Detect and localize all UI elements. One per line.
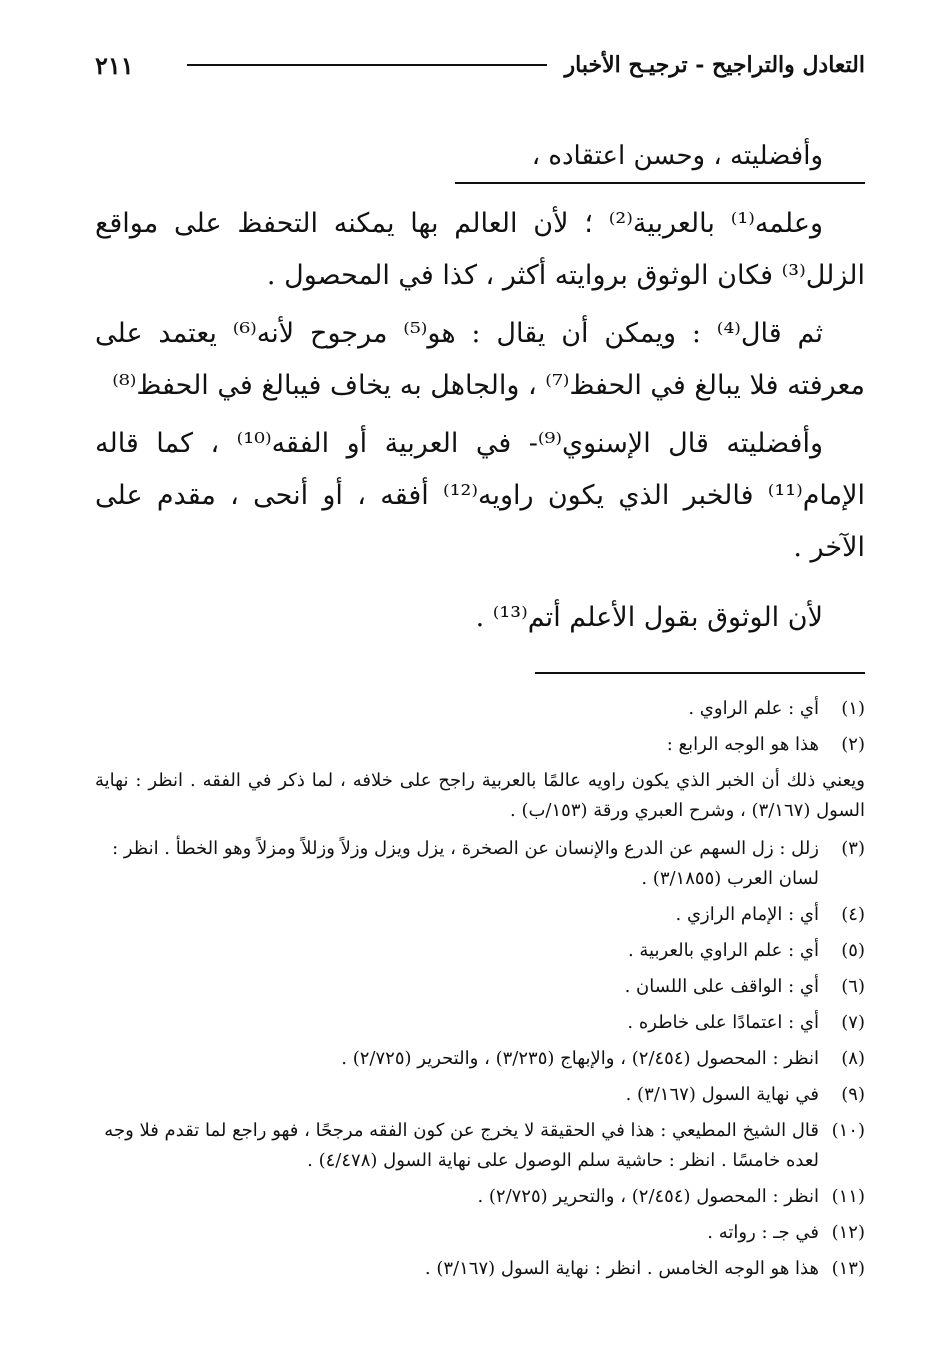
footnote-number: (٥) bbox=[841, 940, 865, 961]
footnote-text: انظر : المحصول (٢/٤٥٤) ، والتحرير (٢/٧٢٥) . bbox=[477, 1186, 819, 1207]
footnote-8 bbox=[95, 1044, 865, 1074]
footnote-7 bbox=[95, 1008, 865, 1038]
footnote-10 bbox=[95, 1116, 865, 1176]
footnote-number: (١) bbox=[841, 698, 865, 719]
footnote-text: أي : علم الراوي . bbox=[688, 698, 819, 719]
footnote-text: في جـ : رواته . bbox=[707, 1222, 819, 1243]
book-page bbox=[95, 40, 865, 1290]
running-header-title: التعادل والتراجيح - ترجيـح الأخبار bbox=[564, 52, 865, 78]
header-rule bbox=[187, 64, 547, 66]
footnote-number: (١٠) bbox=[831, 1120, 865, 1141]
body-paragraph-3: وأفضليته قال الإسنوي⁽⁹⁾- في العربية أو الفقه⁽¹⁰⁾ ، كما قاله الإمام⁽¹¹⁾ فالخبر الذي يكون راويه⁽¹²⁾ أفقه ، أو أنحى ، مقدم على الآخر . bbox=[95, 428, 865, 563]
footnote-1 bbox=[95, 694, 865, 724]
footnote-5 bbox=[95, 936, 865, 966]
footnote-3 bbox=[95, 834, 865, 894]
footnote-11 bbox=[95, 1182, 865, 1212]
footnote-number: (٢) bbox=[841, 734, 865, 755]
footnote-number: (١٣) bbox=[831, 1258, 865, 1279]
footnote-text: هذا هو الوجه الخامس . انظر : نهاية السول (٣/١٦٧) . bbox=[424, 1258, 819, 1279]
footnote-text: زلل : زل السهم عن الدرع والإنسان عن الصخرة ، يزل ويزل وزلاً وزللاً ومزلاً وهو الخطأ . انظر : لسان العرب (٣/١٨٥٥) . bbox=[112, 838, 819, 889]
footnote-text: قال الشيخ المطيعي : هذا في الحقيقة لا يخرج عن كون الفقه مرجحًا ، فهو راجع لما تقدم فلا وجه لعده خامسًا . انظر : حاشية سلم الوصول على نهاية السول (٤/٤٧٨) . bbox=[104, 1120, 819, 1171]
footnote-4 bbox=[95, 900, 865, 930]
footnote-6 bbox=[95, 972, 865, 1002]
footnote-text: في نهاية السول (٣/١٦٧) . bbox=[625, 1084, 819, 1105]
footnote-text: أي : اعتمادًا على خاطره . bbox=[627, 1012, 819, 1033]
section-rule bbox=[455, 182, 865, 184]
footnote-text: أي : علم الراوي بالعربية . bbox=[627, 940, 819, 961]
footnote-number: (٩) bbox=[841, 1084, 865, 1105]
footnote-number: (٨) bbox=[841, 1048, 865, 1069]
footnote-text: أي : الواقف على اللسان . bbox=[624, 976, 819, 997]
footnote-number: (١٢) bbox=[831, 1222, 865, 1243]
footnote-2-continuation: ويعني ذلك أن الخبر الذي يكون راويه عالمًا بالعربية راجح على خلافه ، لما ذكر في الفقه . انظر : نهاية السول (٣/١٦٧) ، وشرح العبري ورقة (١٥٣/ب) . bbox=[95, 770, 866, 821]
footnote-number: (١١) bbox=[831, 1186, 865, 1207]
footnote-number: (٦) bbox=[841, 976, 865, 997]
footnote-text: انظر : المحصول (٢/٤٥٤) ، والإبهاج (٣/٢٣٥) ، والتحرير (٢/٧٢٥) . bbox=[341, 1048, 819, 1069]
section-heading-line: وأفضليته ، وحسن اعتقاده ، bbox=[531, 141, 823, 171]
body-text bbox=[95, 198, 865, 644]
footnote-text: هذا هو الوجه الرابع : bbox=[666, 734, 819, 755]
running-header bbox=[95, 40, 865, 90]
footnote-text: أي : الإمام الرازي . bbox=[675, 904, 819, 925]
footnote-separator bbox=[535, 672, 865, 674]
footnote-9 bbox=[95, 1080, 865, 1110]
footnote-number: (٤) bbox=[841, 904, 865, 925]
footnote-number: (٧) bbox=[841, 1012, 865, 1033]
body-paragraph-4: لأن الوثوق بقول الأعلم أتم⁽¹³⁾ . bbox=[475, 602, 823, 633]
footnote-2 bbox=[95, 730, 865, 760]
body-paragraph-1: وعلمه⁽¹⁾ بالعربية⁽²⁾ ؛ لأن العالم بها يمكنه التحفظ على مواقع الزلل⁽³⁾ فكان الوثوق بروايته أكثر ، كذا في المحصول . bbox=[95, 208, 865, 291]
footnote-12 bbox=[95, 1218, 865, 1248]
footnotes bbox=[95, 694, 865, 1284]
body-paragraph-2: ثم قال⁽⁴⁾ : ويمكن أن يقال : هو⁽⁵⁾ مرجوح لأنه⁽⁶⁾ يعتمد على معرفته فلا يبالغ في الحفظ⁽⁷⁾ ، والجاهل به يخاف فيبالغ في الحفظ⁽⁸⁾ bbox=[95, 318, 865, 401]
page-number: ٢١١ bbox=[95, 50, 134, 80]
footnote-number: (٣) bbox=[841, 838, 865, 859]
footnote-13 bbox=[95, 1254, 865, 1284]
